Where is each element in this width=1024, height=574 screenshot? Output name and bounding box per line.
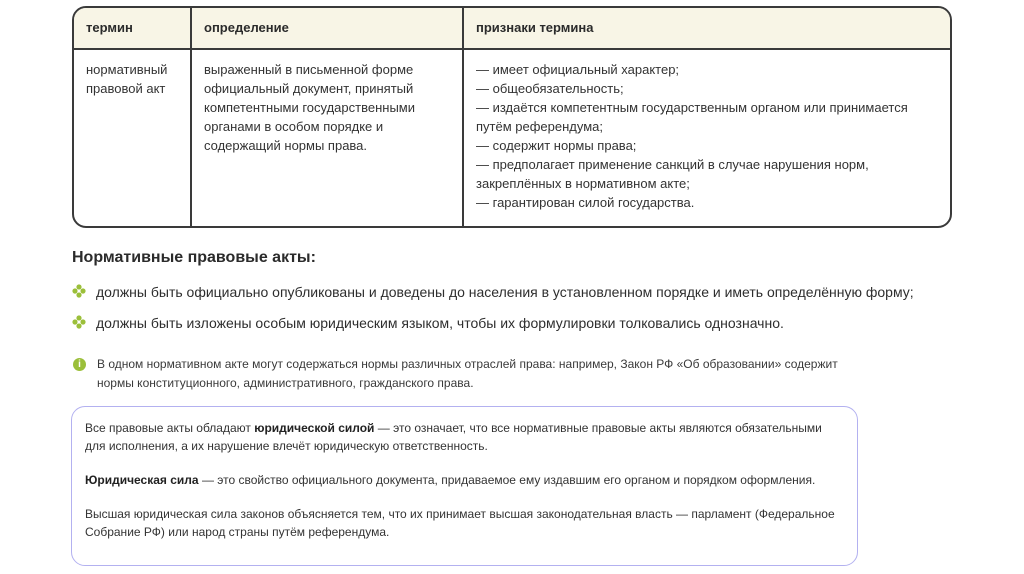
header-term: термин (74, 8, 192, 48)
list-item (72, 283, 932, 302)
flower-bullet-icon (72, 314, 96, 333)
note-paragraph-2 (85, 471, 843, 489)
definition-table (72, 6, 952, 228)
info-icon: i (73, 358, 86, 371)
legal-force-note (71, 406, 858, 566)
section-heading: Нормативные правовые акты: (72, 249, 316, 266)
note-bold: юридической силой (254, 421, 375, 435)
note-paragraph-3: Высшая юридическая сила законов объясняется тем, что их принимает высшая законодательная власть — парламент (Федеральное Собрание РФ) или народ страны путём референдума. (85, 507, 835, 539)
list-item (72, 314, 932, 333)
requirements-list (72, 283, 932, 345)
feature-item: — предполагает применение санкций в случае нарушения норм, закреплённых в нормативном акте; (476, 157, 869, 191)
note-bold: Юридическая сила (85, 473, 199, 487)
header-definition: определение (192, 8, 464, 48)
info-note (72, 355, 872, 393)
cell-term: нормативный правовой акт (74, 50, 192, 226)
features-list (476, 60, 940, 212)
header-features: признаки термина (476, 20, 594, 35)
note-paragraph-1 (85, 419, 843, 455)
feature-item: — издаётся компетентным государственным органом или принимается путём референдума; (476, 100, 908, 134)
info-text: В одном нормативном акте могут содержаться нормы различных отраслей права: например, Закон РФ «Об образовании» содержит нормы конституционного, административного, гражданского права. (97, 357, 838, 390)
flower-bullet-icon (72, 283, 96, 302)
cell-features (464, 50, 950, 226)
note-text: — это означает, что все нормативные правовые акты являются обязательными для исполнения, а их нарушение влечёт юридическую ответственность. (85, 421, 822, 453)
feature-item: — гарантирован силой государства. (476, 195, 695, 210)
list-item-text: должны быть официально опубликованы и доведены до населения в установленном порядке и иметь определённую форму; (96, 284, 914, 300)
feature-item: — содержит нормы права; (476, 138, 637, 153)
list-item-text: должны быть изложены особым юридическим языком, чтобы их формулировки толковались однозначно. (96, 315, 784, 331)
cell-definition: выраженный в письменной форме официальный документ, принятый компетентными государственными органами в особом порядке и содержащий нормы права. (192, 50, 464, 226)
feature-item: — общеобязательность; (476, 81, 624, 96)
note-text: — это свойство официального документа, придаваемое ему издавшим его органом и порядком оформления. (198, 473, 816, 487)
table-header-row (74, 8, 950, 50)
feature-item: — имеет официальный характер; (476, 62, 680, 77)
table-row (74, 50, 950, 226)
note-text: Все правовые акты обладают (85, 421, 255, 435)
